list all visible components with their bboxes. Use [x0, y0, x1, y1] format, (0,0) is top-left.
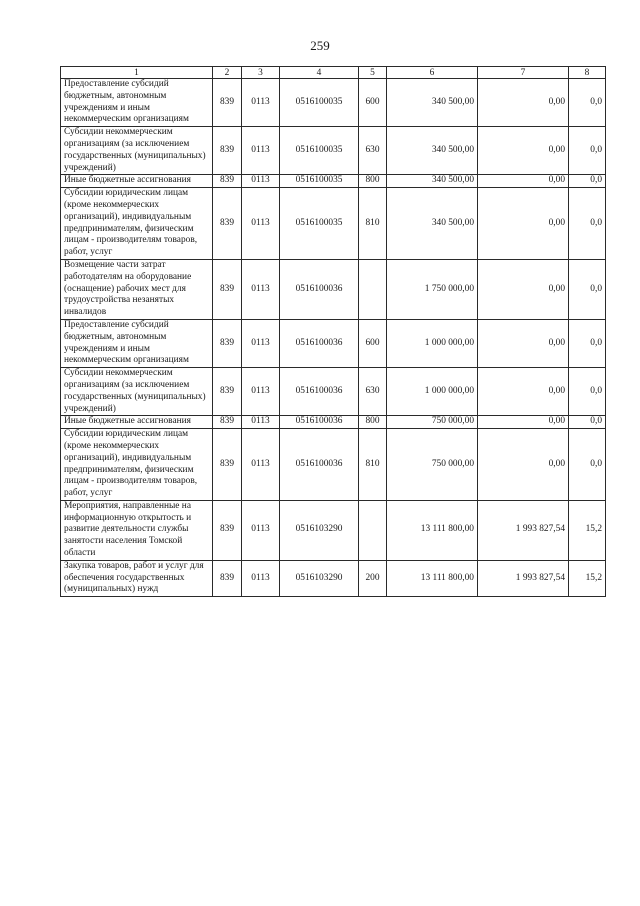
- cell-expense-type: 200: [359, 560, 387, 596]
- cell-target: 0516100036: [280, 319, 359, 367]
- cell-ministry: 839: [213, 429, 242, 501]
- column-header: 4: [280, 67, 359, 79]
- cell-target: 0516100035: [280, 79, 359, 127]
- cell-actual: 0,00: [478, 429, 569, 501]
- table-row: [61, 429, 606, 501]
- cell-plan: 340 500,00: [387, 79, 478, 127]
- column-header: 3: [242, 67, 280, 79]
- row-name: Субсидии некоммерческим организациям (за исключением государственных (муниципальных) учреждений): [61, 127, 213, 175]
- cell-percent: 0,0: [569, 429, 606, 501]
- cell-target: 0516100036: [280, 259, 359, 319]
- cell-actual: 0,00: [478, 175, 569, 188]
- table-row: [61, 416, 606, 429]
- cell-section: 0113: [242, 319, 280, 367]
- cell-ministry: 839: [213, 175, 242, 188]
- cell-actual: 1 993 827,54: [478, 500, 569, 560]
- cell-target: 0516100035: [280, 175, 359, 188]
- cell-actual: 0,00: [478, 368, 569, 416]
- cell-expense-type: 600: [359, 319, 387, 367]
- cell-ministry: 839: [213, 319, 242, 367]
- cell-ministry: 839: [213, 188, 242, 260]
- row-name: Иные бюджетные ассигнования: [61, 175, 213, 188]
- cell-plan: 1 750 000,00: [387, 259, 478, 319]
- cell-percent: 15,2: [569, 560, 606, 596]
- table-row: [61, 319, 606, 367]
- table-row: [61, 500, 606, 560]
- cell-expense-type: 810: [359, 188, 387, 260]
- cell-target: 0516100036: [280, 368, 359, 416]
- row-name: Предоставление субсидий бюджетным, автономным учреждениям и иным некоммерческим организациям: [61, 79, 213, 127]
- budget-table: [60, 66, 606, 597]
- cell-actual: 0,00: [478, 259, 569, 319]
- cell-actual: 0,00: [478, 127, 569, 175]
- cell-ministry: 839: [213, 127, 242, 175]
- cell-percent: 0,0: [569, 188, 606, 260]
- cell-target: 0516103290: [280, 560, 359, 596]
- cell-section: 0113: [242, 416, 280, 429]
- header-row: [61, 67, 606, 79]
- cell-actual: 0,00: [478, 188, 569, 260]
- cell-plan: 750 000,00: [387, 429, 478, 501]
- table-row: [61, 368, 606, 416]
- cell-expense-type: 800: [359, 175, 387, 188]
- cell-expense-type: [359, 259, 387, 319]
- cell-ministry: 839: [213, 79, 242, 127]
- cell-actual: 1 993 827,54: [478, 560, 569, 596]
- cell-plan: 13 111 800,00: [387, 560, 478, 596]
- cell-actual: 0,00: [478, 79, 569, 127]
- cell-expense-type: 600: [359, 79, 387, 127]
- cell-actual: 0,00: [478, 416, 569, 429]
- row-name: Возмещение части затрат работодателям на оборудование (оснащение) рабочих мест для трудоустройства незанятых инвалидов: [61, 259, 213, 319]
- table-row: [61, 560, 606, 596]
- cell-plan: 1 000 000,00: [387, 319, 478, 367]
- column-header: 1: [61, 67, 213, 79]
- row-name: Иные бюджетные ассигнования: [61, 416, 213, 429]
- row-name: Предоставление субсидий бюджетным, автономным учреждениям и иным некоммерческим организациям: [61, 319, 213, 367]
- cell-percent: 0,0: [569, 319, 606, 367]
- cell-section: 0113: [242, 368, 280, 416]
- row-name: Субсидии юридическим лицам (кроме некоммерческих организаций), индивидуальным предпринимателям, физическим лицам - производителям товаров, работ, услуг: [61, 429, 213, 501]
- cell-section: 0113: [242, 259, 280, 319]
- cell-expense-type: 810: [359, 429, 387, 501]
- page-number: 259: [310, 38, 330, 53]
- column-header: 7: [478, 67, 569, 79]
- cell-percent: 0,0: [569, 368, 606, 416]
- cell-percent: 0,0: [569, 416, 606, 429]
- column-header: 8: [569, 67, 606, 79]
- cell-plan: 750 000,00: [387, 416, 478, 429]
- cell-section: 0113: [242, 127, 280, 175]
- cell-expense-type: 800: [359, 416, 387, 429]
- table-row: [61, 188, 606, 260]
- cell-plan: 340 500,00: [387, 175, 478, 188]
- cell-plan: 340 500,00: [387, 188, 478, 260]
- cell-ministry: 839: [213, 416, 242, 429]
- cell-ministry: 839: [213, 560, 242, 596]
- cell-percent: 0,0: [569, 259, 606, 319]
- column-header: 2: [213, 67, 242, 79]
- cell-section: 0113: [242, 560, 280, 596]
- cell-percent: 0,0: [569, 175, 606, 188]
- cell-plan: 1 000 000,00: [387, 368, 478, 416]
- cell-target: 0516100036: [280, 416, 359, 429]
- cell-plan: 13 111 800,00: [387, 500, 478, 560]
- cell-ministry: 839: [213, 259, 242, 319]
- cell-expense-type: 630: [359, 127, 387, 175]
- cell-ministry: 839: [213, 500, 242, 560]
- cell-section: 0113: [242, 188, 280, 260]
- column-header: 6: [387, 67, 478, 79]
- row-name: Субсидии юридическим лицам (кроме некоммерческих организаций), индивидуальным предпринимателям, физическим лицам - производителям товаров, работ, услуг: [61, 188, 213, 260]
- cell-percent: 0,0: [569, 127, 606, 175]
- cell-section: 0113: [242, 79, 280, 127]
- table-row: [61, 127, 606, 175]
- cell-section: 0113: [242, 500, 280, 560]
- cell-percent: 0,0: [569, 79, 606, 127]
- table-row: [61, 259, 606, 319]
- cell-ministry: 839: [213, 368, 242, 416]
- cell-target: 0516100035: [280, 188, 359, 260]
- table-row: [61, 175, 606, 188]
- table-row: [61, 79, 606, 127]
- cell-percent: 15,2: [569, 500, 606, 560]
- cell-expense-type: 630: [359, 368, 387, 416]
- cell-section: 0113: [242, 175, 280, 188]
- cell-plan: 340 500,00: [387, 127, 478, 175]
- row-name: Мероприятия, направленные на информационную открытость и развитие деятельности службы занятости населения Томской области: [61, 500, 213, 560]
- row-name: Субсидии некоммерческим организациям (за исключением государственных (муниципальных) учреждений): [61, 368, 213, 416]
- row-name: Закупка товаров, работ и услуг для обеспечения государственных (муниципальных) нужд: [61, 560, 213, 596]
- cell-expense-type: [359, 500, 387, 560]
- cell-section: 0113: [242, 429, 280, 501]
- cell-target: 0516100036: [280, 429, 359, 501]
- cell-target: 0516103290: [280, 500, 359, 560]
- cell-target: 0516100035: [280, 127, 359, 175]
- cell-actual: 0,00: [478, 319, 569, 367]
- column-header: 5: [359, 67, 387, 79]
